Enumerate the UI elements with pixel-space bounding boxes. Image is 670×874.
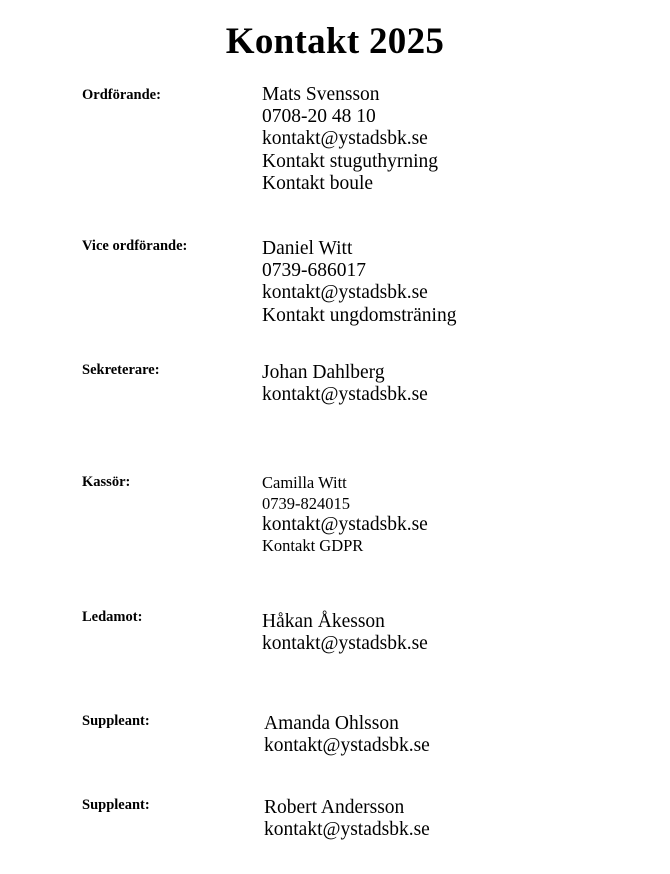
- role-label-deputy: Suppleant:: [82, 713, 150, 729]
- contact-email: kontakt@ystadsbk.se: [262, 384, 428, 406]
- contact-responsibility: Kontakt boule: [262, 172, 374, 194]
- role-label-deputy: Suppleant:: [82, 797, 150, 813]
- contact-responsibility: Kontakt stuguthyrning: [262, 150, 439, 172]
- contact-block-vice-chairman: [262, 238, 456, 327]
- contact-name: Johan Dahlberg: [262, 362, 385, 383]
- contact-email: kontakt@ystadsbk.se: [262, 128, 428, 150]
- contact-phone: 0739-824015: [262, 493, 350, 513]
- contact-email: kontakt@ystadsbk.se: [264, 735, 430, 757]
- contact-email: kontakt@ystadsbk.se: [264, 819, 430, 841]
- role-label-treasurer: Kassör:: [82, 474, 131, 490]
- role-label-member: Ledamot:: [82, 609, 143, 625]
- contact-block-treasurer: [262, 473, 428, 557]
- role-label-secretary: Sekreterare:: [82, 362, 160, 378]
- role-label-chairman: Ordförande:: [82, 87, 161, 103]
- role-label-vice-chairman: Vice ordförande:: [82, 238, 188, 254]
- contact-name: Camilla Witt: [262, 473, 347, 492]
- contact-email: kontakt@ystadsbk.se: [262, 514, 428, 535]
- contact-name: Mats Svensson: [262, 84, 380, 105]
- contact-responsibility: Kontakt GDPR: [262, 536, 364, 556]
- contact-block-secretary: [262, 362, 428, 406]
- contact-name: Robert Andersson: [264, 797, 405, 818]
- contact-block-deputy-1: [264, 713, 430, 757]
- contact-block-deputy-2: [264, 797, 430, 841]
- contact-name: Daniel Witt: [262, 238, 353, 259]
- contact-block-member: [262, 611, 428, 655]
- contact-responsibility: Kontakt ungdomsträning: [262, 304, 457, 326]
- contact-block-chairman: [262, 84, 438, 195]
- contact-phone: 0739-686017: [262, 260, 366, 282]
- contact-email: kontakt@ystadsbk.se: [262, 282, 428, 304]
- contact-phone: 0708-20 48 10: [262, 106, 376, 128]
- contact-email: kontakt@ystadsbk.se: [262, 633, 428, 655]
- contact-name: Håkan Åkesson: [262, 611, 385, 632]
- page-title: Kontakt 2025: [225, 21, 445, 62]
- contact-name: Amanda Ohlsson: [264, 713, 399, 734]
